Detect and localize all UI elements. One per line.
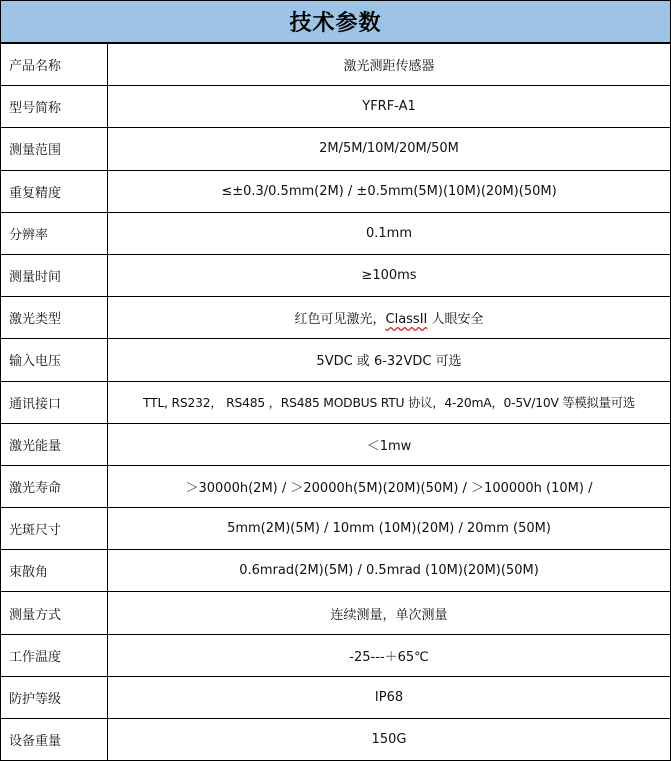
row-label: 分辨率 <box>1 212 108 254</box>
row-value: 激光测距传感器 <box>108 44 671 86</box>
table-row <box>1 44 671 86</box>
row-label: 输入电压 <box>1 339 108 381</box>
row-value: 2M/5M/10M/20M/50M <box>108 128 671 170</box>
row-label: 重复精度 <box>1 170 108 212</box>
row-value: 5mm(2M)(5M) / 10mm (10M)(20M) / 20mm (50M) <box>108 508 671 550</box>
table-row <box>1 719 671 761</box>
row-value: -25---＋65℃ <box>108 634 671 676</box>
row-value: YFRF-A1 <box>108 86 671 128</box>
row-value: ＜1mw <box>108 423 671 465</box>
row-label: 激光类型 <box>1 297 108 339</box>
row-label: 测量范围 <box>1 128 108 170</box>
table-row <box>1 381 671 423</box>
table-row <box>1 254 671 296</box>
row-label: 激光能量 <box>1 423 108 465</box>
row-value: ＞30000h(2M) / ＞20000h(5M)(20M)(50M) / ＞100000h (10M) / <box>108 465 671 507</box>
row-label: 测量时间 <box>1 254 108 296</box>
table-row <box>1 339 671 381</box>
row-value <box>108 297 671 339</box>
row-label: 型号简称 <box>1 86 108 128</box>
row-label: 设备重量 <box>1 719 108 761</box>
row-value: 5VDC 或 6-32VDC 可选 <box>108 339 671 381</box>
row-value: 0.6mrad(2M)(5M) / 0.5mrad (10M)(20M)(50M) <box>108 550 671 592</box>
table-row <box>1 592 671 634</box>
row-label: 通讯接口 <box>1 381 108 423</box>
row-label: 束散角 <box>1 550 108 592</box>
row-value: ≤±0.3/0.5mm(2M) / ±0.5mm(5M)(10M)(20M)(50M) <box>108 170 671 212</box>
table-row <box>1 550 671 592</box>
row-label: 工作温度 <box>1 634 108 676</box>
table-row <box>1 128 671 170</box>
row-value: 150G <box>108 719 671 761</box>
table-row <box>1 170 671 212</box>
table-row <box>1 465 671 507</box>
spec-table <box>0 43 671 761</box>
table-row <box>1 86 671 128</box>
value-suffix: 人眼安全 <box>427 312 484 328</box>
row-value: TTL, RS232， RS485 ，RS485 MODBUS RTU 协议，4-20mA，0-5V/10V 等模拟量可选 <box>108 381 671 423</box>
row-label: 防护等级 <box>1 676 108 718</box>
value-classii-wavy: ClassII <box>385 312 428 328</box>
row-label: 产品名称 <box>1 44 108 86</box>
row-label: 光斑尺寸 <box>1 508 108 550</box>
row-label: 激光寿命 <box>1 465 108 507</box>
table-title: 技术参数 <box>0 0 671 43</box>
table-row <box>1 634 671 676</box>
table-row <box>1 212 671 254</box>
row-value: ≥100ms <box>108 254 671 296</box>
row-value: 0.1mm <box>108 212 671 254</box>
value-prefix: 红色可见激光， <box>294 312 386 328</box>
table-row <box>1 423 671 465</box>
table-row <box>1 297 671 339</box>
row-value: IP68 <box>108 676 671 718</box>
row-label: 测量方式 <box>1 592 108 634</box>
table-row <box>1 676 671 718</box>
row-value: 连续测量，单次测量 <box>108 592 671 634</box>
table-row <box>1 508 671 550</box>
